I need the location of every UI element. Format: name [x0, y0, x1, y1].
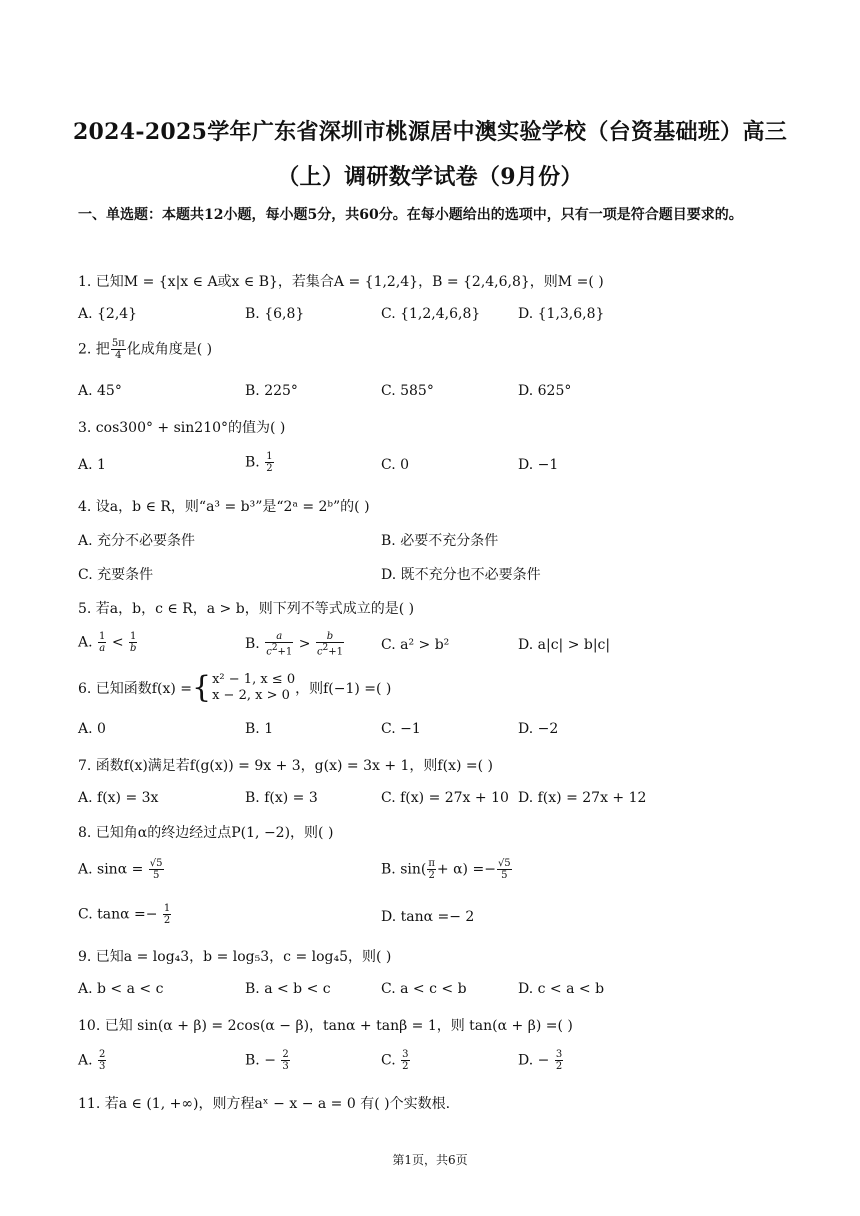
q10-d-den: 2 [555, 1061, 563, 1072]
q6-brace: { [192, 670, 212, 705]
q3-b-den: 2 [266, 463, 273, 474]
q10-d-num: 3 [555, 1049, 563, 1060]
q8-c-den: 2 [163, 915, 171, 926]
q10-b-prefix: B. − [245, 1052, 276, 1069]
q6-case-1: x² − 1, x ≤ 0 [212, 672, 296, 687]
q3-option-c: C. 0 [381, 457, 410, 473]
q3-option-b-fraction [265, 451, 273, 474]
q10-c-prefix: C. [381, 1052, 396, 1069]
q2-suffix: 化成角度是( ) [126, 341, 213, 358]
q7-option-b: B. f(x) = 3 [245, 790, 318, 806]
question-2-stem [78, 338, 212, 361]
q8-c-prefix: C. tanα =− [78, 906, 158, 923]
q8-c-num: 1 [163, 903, 171, 914]
q8-option-d: D. tanα =− 2 [381, 909, 475, 925]
question-6-stem [78, 672, 391, 704]
q2-option-c: C. 585° [381, 383, 434, 399]
q10-option-d [518, 1049, 564, 1072]
q8-a-num: √5 [149, 858, 163, 869]
q4-option-b: B. 必要不充分条件 [381, 533, 499, 549]
q10-a-den: 3 [99, 1061, 106, 1072]
q7-option-a: A. f(x) = 3x [78, 790, 159, 806]
q10-c-num: 3 [402, 1049, 409, 1060]
q9-option-a: A. b < a < c [78, 981, 164, 997]
q2-frac-num: 5π [111, 338, 125, 349]
q5-option-a: A. $\frac{1}{a}$ < $\frac{1}{b}$ [78, 631, 137, 654]
q9-option-b: B. a < b < c [245, 981, 331, 997]
section-heading: 一、单选题：本题共12小题，每小题5分，共60分。在每小题给出的选项中，只有一项是符合题目要求的。 [78, 207, 743, 223]
q6-option-c: C. −1 [381, 721, 421, 737]
q8-option-b [381, 858, 513, 881]
q8-option-c [78, 903, 172, 926]
q8-a-den: 5 [152, 870, 160, 881]
q10-a-num: 2 [99, 1049, 106, 1060]
q10-option-b [245, 1049, 291, 1072]
q5-option-d: D. a|c| > b|c| [518, 637, 611, 653]
q2-option-b: B. 225° [245, 383, 298, 399]
q9-option-c: C. a < c < b [381, 981, 467, 997]
q1-option-b: B. {6,8} [245, 306, 305, 322]
q2-option-d: D. 625° [518, 383, 572, 399]
q2-option-a: A. 45° [78, 383, 122, 399]
q3-option-b-label: B. [245, 454, 265, 471]
question-11-stem: 11. 若a ∈ (1, +∞)，则方程aˣ − x − a = 0 有( )个实数根. [78, 1096, 451, 1112]
q4-option-d: D. 既不充分也不必要条件 [381, 567, 541, 583]
q6-prefix: 6. 已知函数f(x) = [78, 681, 192, 697]
q9-option-d: D. c < a < b [518, 981, 605, 997]
q6-cases [212, 672, 295, 704]
question-9-stem: 9. 已知a = log₄3，b = log₅3，c = log₄5，则( ) [78, 949, 392, 965]
q8-b-num: √5 [497, 858, 511, 869]
q6-option-a: A. 0 [78, 721, 106, 737]
exam-title-line2: （上）调研数学试卷（9月份） [277, 164, 583, 190]
q6-suffix: ，则f(−1) =( ) [295, 681, 392, 697]
q4-option-c: C. 充要条件 [78, 567, 154, 583]
q3-option-d: D. −1 [518, 457, 559, 473]
question-1-stem: 1. 已知M = {x|x ∈ A或x ∈ B}，若集合A = {1,2,4}，B = {2,4,6,8}，则M =( ) [78, 274, 604, 290]
q1-option-d: D. {1,3,6,8} [518, 306, 605, 322]
exam-title-line1: 2024-2025学年广东省深圳市桃源居中澳实验学校（台资基础班）高三 [72, 119, 788, 145]
page-footer: 第1页，共6页 [392, 1153, 468, 1167]
q8-a-prefix: A. sinα = [78, 861, 144, 878]
q8-b-prefix: B. sin( [381, 861, 427, 878]
question-7-stem: 7. 函数f(x)满足若f(g(x)) = 9x + 3，g(x) = 3x + 1，则f(x) =( ) [78, 758, 493, 774]
q6-case-2: x − 2, x > 0 [212, 688, 290, 703]
q8-b-mid: + α) =− [436, 861, 496, 878]
question-5-stem: 5. 若a，b，c ∈ R，a > b，则下列不等式成立的是( ) [78, 601, 415, 617]
q2-fraction [111, 338, 126, 361]
q6-option-d: D. −2 [518, 721, 559, 737]
q5-option-b: B. $\frac{a}{c^2+1}$ > $\frac{b}{c^2+1}$ [245, 631, 344, 658]
q7-option-c: C. f(x) = 27x + 10 [381, 790, 509, 806]
q8-b-den: 5 [501, 870, 508, 881]
q10-c-den: 2 [402, 1061, 409, 1072]
q5-option-c: C. a² > b² [381, 637, 450, 653]
q8-option-a [78, 858, 165, 881]
q8-b-fnum: π [428, 858, 435, 869]
question-8-stem: 8. 已知角α的终边经过点P(1, −2)，则( ) [78, 825, 334, 841]
q2-prefix: 2. 把 [78, 341, 110, 358]
q3-option-a: A. 1 [78, 457, 106, 473]
q1-option-c: C. {1,2,4,6,8} [381, 306, 481, 322]
q10-d-prefix: D. − [518, 1052, 550, 1069]
q10-b-den: 3 [282, 1061, 289, 1072]
q10-a-prefix: A. [78, 1052, 93, 1069]
q10-option-a [78, 1049, 107, 1072]
q6-option-b: B. 1 [245, 721, 274, 737]
question-10-stem: 10. 已知 sin(α + β) = 2cos(α − β)，tanα + tanβ = 1，则 tan(α + β) =( ) [78, 1018, 573, 1034]
q2-frac-den: 4 [115, 350, 122, 361]
q3-option-b [245, 451, 275, 474]
q4-option-a: A. 充分不必要条件 [78, 533, 196, 549]
question-4-stem: 4. 设a，b ∈ R，则“a³ = b³”是“2ᵃ = 2ᵇ”的( ) [78, 499, 370, 515]
q7-option-d: D. f(x) = 27x + 12 [518, 790, 647, 806]
q3-b-num: 1 [266, 451, 273, 462]
question-3-stem: 3. cos300° + sin210°的值为( ) [78, 420, 286, 436]
q8-b-fden: 2 [428, 870, 435, 881]
q10-option-c [381, 1049, 411, 1072]
q1-option-a: A. {2,4} [78, 306, 138, 322]
q10-b-num: 2 [282, 1049, 289, 1060]
